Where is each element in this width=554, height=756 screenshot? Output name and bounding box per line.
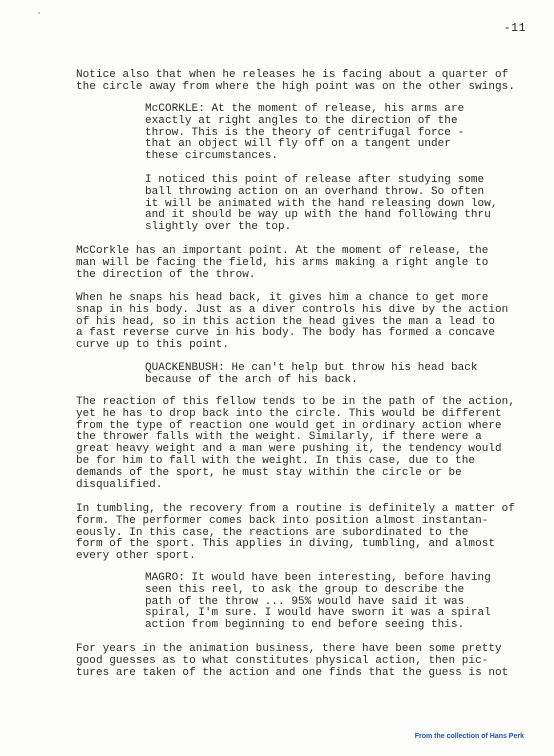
quote-quackenbush: QUACKENBUSH: He can't help but throw his head back because of the arch of his back. — [145, 362, 478, 386]
paragraph-head-snap: When he snaps his head back, it gives him a chance to get more snap in his body. Just as a diver controls his dive by the action of his head, so in this action the head gives the man a lead to a fast reverse curve in his body. The body has formed a concave curve up to this point. — [76, 292, 509, 352]
quote-mccorkle: McCORKLE: At the moment of release, his arms are exactly at right angles to the direction of the throw. This is the theory of centrifugal force - that an object will fly off on a tangent under these circumstances. — [145, 103, 465, 163]
collection-credit: From the collection of Hans Perk — [414, 733, 524, 740]
quote-mccorkle-continued: I noticed this point of release after studying some ball throwing action on an overhand throw. So often it will be animated with the hand releasing down low, and it should be way up with the hand following thru slightly over the top. — [145, 174, 498, 234]
quote-magro: MAGRO: It would have been interesting, before having seen this reel, to ask the group to describe the path of the throw ... 95% would have said it was spiral, I'm sure. I would have sworn it was a spiral action from beginning to end before seeing this. — [145, 572, 491, 632]
paper-speck — [38, 12, 40, 14]
page-number: -11 — [503, 22, 526, 35]
paragraph-reaction: The reaction of this fellow tends to be in the path of the action, yet he has to drop back into the circle. This would be different from the type of reaction one would get in ordinary action where the thrower falls with the weight. Similarly, if there were a great heavy weight and a man were pushing it, the tendency would be for him to fall with the weight. In this case, due to the demands of the sport, he must stay within the circle or be disqualified. — [76, 396, 515, 491]
paragraph-mccorkle-point: McCorkle has an important point. At the moment of release, the man will be facing the field, his arms making a right angle to the direction of the throw. — [76, 245, 489, 281]
paragraph-tumbling: In tumbling, the recovery from a routine is definitely a matter of form. The performer comes back into position almost instantan- eously. In this case, the reactions are subordinated to the form of the sport. This applies in diving, tumbling, and almost every other sport. — [76, 503, 515, 563]
paragraph-release-facing: Notice also that when he releases he is facing about a quarter of the circle away from where the high point was on the other swings. — [76, 69, 515, 93]
paragraph-animation-guesses: For years in the animation business, there have been some pretty good guesses as to what constitutes physical action, then pic- tures are taken of the action and one finds that the guess is not — [76, 643, 509, 679]
